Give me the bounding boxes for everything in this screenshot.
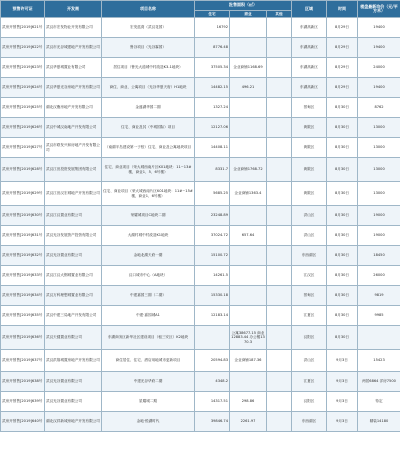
table-row — [1, 266, 400, 286]
cell-district: 汉阳区 — [292, 326, 327, 350]
cell-housing: 14482.15 — [195, 78, 230, 98]
cell-housing: 12127.06 — [195, 118, 230, 138]
cell-project: 商住、商业、公寓项目（光谷华夏天府）H1地块 — [102, 78, 195, 98]
cell-commercial — [230, 246, 267, 266]
cell-date: 8月30日 — [327, 286, 358, 306]
header-permit: 预售许可证 — [1, 1, 45, 18]
cell-commercial: 657.64 — [230, 226, 267, 246]
table-row — [1, 286, 400, 306]
cell-other — [267, 78, 292, 98]
header-housing: 住宅 — [195, 11, 230, 18]
cell-district: 洪山区 — [292, 350, 327, 372]
cell-permit: 武房开预售[2019]630号 — [1, 206, 45, 226]
header-area-group: 批售面积（㎡） — [195, 1, 292, 11]
cell-other — [267, 392, 292, 412]
cell-district: 江汉区 — [292, 266, 327, 286]
cell-date: 8月30日 — [327, 226, 358, 246]
cell-developer: 武汉洪翔城置房地产开发有限公司 — [45, 350, 102, 372]
cell-other — [267, 118, 292, 138]
header-price: 楼盘最新均价（元/平方米） — [358, 1, 400, 18]
cell-other — [267, 266, 292, 286]
cell-date: 8月30日 — [327, 306, 358, 326]
cell-price: 24000 — [358, 58, 400, 78]
cell-price: 19400 — [358, 78, 400, 98]
cell-housing: 37505.34 — [195, 58, 230, 78]
table-row — [1, 412, 400, 432]
cell-developer: 湖北汉祥新城房地产开发有限公司 — [45, 412, 102, 432]
cell-commercial: 企业商铺1363.4 — [230, 182, 267, 206]
cell-commercial: 企业商铺1768.72 — [230, 158, 267, 182]
cell-developer: 武汉光谷置业有限公司 — [45, 372, 102, 392]
cell-price: 13000 — [358, 138, 400, 158]
cell-other — [267, 58, 292, 78]
table-row — [1, 158, 400, 182]
cell-project: 住宅、商业及其（中城国际）项目 — [102, 118, 195, 138]
cell-date: 8月29日 — [327, 58, 358, 78]
cell-other — [267, 372, 292, 392]
cell-housing: 37024.72 — [195, 226, 230, 246]
cell-other — [267, 350, 292, 372]
cell-date: 8月30日 — [327, 118, 358, 138]
table-row — [1, 38, 400, 58]
cell-price: 13000 — [358, 118, 400, 138]
table-row — [1, 18, 400, 38]
cell-permit: 武房开预售[2019]638号 — [1, 372, 45, 392]
cell-commercial — [230, 38, 267, 58]
cell-commercial — [230, 18, 267, 38]
cell-district: 汉阳区 — [292, 392, 327, 412]
cell-permit: 武房开预售[2019]624号 — [1, 78, 45, 98]
header-developer: 开发商 — [45, 1, 102, 18]
cell-developer: 武汉市宏发物业开发有限公司 — [45, 18, 102, 38]
cell-price: 19000 — [358, 226, 400, 246]
cell-developer: 武汉江汉置业有限公司 — [45, 206, 102, 226]
cell-date: 8月29日 — [327, 18, 358, 38]
cell-district: 东西湖区 — [292, 246, 327, 266]
cell-housing: 15330.18 — [195, 286, 230, 306]
cell-price: 26000 — [358, 266, 400, 286]
cell-price: 两居6864 洋房7500 — [358, 372, 400, 392]
cell-developer: 武汉光谷置业有限公司 — [45, 246, 102, 266]
cell-developer: 武汉江田投资发展集团有限公司 — [45, 158, 102, 182]
cell-other — [267, 306, 292, 326]
cell-district: 江夏区 — [292, 372, 327, 392]
cell-district: 蔡甸区 — [292, 286, 327, 306]
cell-developer: 武汉华夏光谷房地产开发有限公司 — [45, 78, 102, 98]
cell-date: 8月30日 — [327, 326, 358, 350]
table-row — [1, 78, 400, 98]
cell-project: 中建·嘉园城A1 — [102, 306, 195, 326]
cell-commercial: 企业商铺187.36 — [230, 350, 267, 372]
cell-district: 洪山区 — [292, 226, 327, 246]
cell-commercial: 公寓38677.15 商业12883.44 办公楼1370.3 — [230, 326, 267, 350]
cell-date: 8月30日 — [327, 138, 358, 158]
cell-housing: 12183.14 — [195, 306, 230, 326]
cell-commercial — [230, 266, 267, 286]
cell-permit: 武房开预售[2019]626号 — [1, 118, 45, 138]
table-header-row — [1, 1, 400, 11]
cell-other — [267, 38, 292, 58]
cell-permit: 武房开预售[2019]627号 — [1, 138, 45, 158]
cell-permit: 武房开预售[2019]637号 — [1, 350, 45, 372]
table-body — [1, 18, 400, 432]
table-row — [1, 392, 400, 412]
table-row — [1, 372, 400, 392]
cell-date: 8月30日 — [327, 158, 358, 182]
cell-price: 13000 — [358, 158, 400, 182]
cell-other — [267, 286, 292, 306]
cell-district: 洪山区 — [292, 206, 327, 226]
cell-developer: 武汉光谷置业有限公司 — [45, 392, 102, 412]
cell-housing: 14408.11 — [195, 138, 230, 158]
cell-district: 东湖高新区 — [292, 78, 327, 98]
cell-date: 8月30日 — [327, 246, 358, 266]
cell-other — [267, 98, 292, 118]
table-row — [1, 98, 400, 118]
cell-project: 金地·悦湖时代 — [102, 412, 195, 432]
cell-housing: 39846.74 — [195, 412, 230, 432]
table-row — [1, 306, 400, 326]
cell-project: 中建光谷华府二期 — [102, 372, 195, 392]
table-row — [1, 58, 400, 78]
cell-commercial — [230, 306, 267, 326]
cell-project: 住宅、商业项目（荣大城西南片区K01地块：11~13#楼，商业1、5、6号楼） — [102, 158, 195, 182]
header-date: 时间 — [327, 1, 358, 18]
cell-permit: 武房开预售[2019]636号 — [1, 326, 45, 350]
cell-price: 待定 — [358, 392, 400, 412]
cell-commercial — [230, 286, 267, 306]
cell-commercial: 496.21 — [230, 78, 267, 98]
cell-price: 19400 — [358, 38, 400, 58]
cell-district: 黄陂区 — [292, 182, 327, 206]
cell-date: 9月3日 — [327, 392, 358, 412]
cell-other — [267, 138, 292, 158]
cell-permit: 武房开预售[2019]623号 — [1, 58, 45, 78]
cell-housing: 4348.2 — [195, 372, 230, 392]
cell-district: 东湖高新区 — [292, 18, 327, 38]
cell-date: 8月30日 — [327, 182, 358, 206]
cell-district: 江夏区 — [292, 306, 327, 326]
cell-project: 星耀城二期 — [102, 392, 195, 412]
cell-district: 黄陂区 — [292, 158, 327, 182]
cell-developer: 武汉万科理想城置业有限公司 — [45, 286, 102, 306]
cell-commercial: 企业商铺1168.69 — [230, 58, 267, 78]
cell-permit: 武房开预售[2019]639号 — [1, 392, 45, 412]
cell-district: 黄陂区 — [292, 138, 327, 158]
cell-price: 9985 — [358, 306, 400, 326]
table-row — [1, 182, 400, 206]
cell-project: 金地北湖天府一期 — [102, 246, 195, 266]
cell-housing: 15100.72 — [195, 246, 230, 266]
cell-date: 9月3日 — [327, 372, 358, 392]
cell-district: 东湖高新区 — [292, 58, 327, 78]
cell-housing: 16792 — [195, 18, 230, 38]
cell-other — [267, 158, 292, 182]
table-row — [1, 226, 400, 246]
cell-housing: 23248.89 — [195, 206, 230, 226]
cell-developer: 武汉中城汉南地产开发有限公司 — [45, 118, 102, 138]
cell-price: 19000 — [358, 206, 400, 226]
cell-permit: 武房开预售[2019]628号 — [1, 158, 45, 182]
table-row — [1, 118, 400, 138]
header-district: 区域 — [292, 1, 327, 18]
cell-developer: 武汉中建三局地产开发有限公司 — [45, 306, 102, 326]
cell-price: 19400 — [358, 18, 400, 38]
cell-commercial — [230, 98, 267, 118]
cell-price: 8762 — [358, 98, 400, 118]
cell-date: 8月30日 — [327, 206, 358, 226]
header-other: 其他 — [267, 11, 292, 18]
cell-project: 商住居住、住宅、酒店用地城市更新项目 — [102, 350, 195, 372]
cell-permit: 武房开预售[2019]629号 — [1, 182, 45, 206]
cell-commercial — [230, 138, 267, 158]
table-row — [1, 326, 400, 350]
cell-developer: 武汉市光谷城建地产开发有限公司 — [45, 38, 102, 58]
cell-developer: 武汉市联发兴和房地产开发有限公司 — [45, 138, 102, 158]
cell-developer: 武汉天健置业有限公司 — [45, 326, 102, 350]
cell-project: （南湖半岛建设第一子校）住宅、商业及公寓地块项目 — [102, 138, 195, 158]
cell-price: 15423 — [358, 350, 400, 372]
cell-permit: 武房开预售[2019]621号 — [1, 18, 45, 38]
cell-project: 荣耀城项目C地块二期 — [102, 206, 195, 226]
cell-housing: 1327.24 — [195, 98, 230, 118]
cell-district: 蔡甸区 — [292, 98, 327, 118]
cell-date: 8月29日 — [327, 78, 358, 98]
cell-other — [267, 326, 292, 350]
cell-price: 18450 — [358, 246, 400, 266]
cell-permit: 武房开预售[2019]640号 — [1, 412, 45, 432]
cell-permit: 武房开预售[2019]632号 — [1, 246, 45, 266]
cell-price: 13000 — [358, 182, 400, 206]
cell-project: 金盛湖华园二期 — [102, 98, 195, 118]
cell-district: 东湖高新区 — [292, 38, 327, 58]
cell-project: 宏发蓝湾（武汉花园） — [102, 18, 195, 38]
table-row — [1, 206, 400, 226]
cell-district: 黄陂区 — [292, 118, 327, 138]
cell-date: 9月3日 — [327, 412, 358, 432]
cell-housing — [195, 326, 230, 350]
cell-other — [267, 226, 292, 246]
cell-price — [358, 326, 400, 350]
cell-permit: 武房开预售[2019]634号 — [1, 286, 45, 306]
cell-permit: 武房开预售[2019]622号 — [1, 38, 45, 58]
cell-commercial: 298.86 — [230, 392, 267, 412]
cell-commercial: 2261.97 — [230, 412, 267, 432]
header-project: 项目名称 — [102, 1, 195, 18]
cell-date: 8月30日 — [327, 266, 358, 286]
cell-date: 8月29日 — [327, 38, 358, 58]
cell-district: 东西湖区 — [292, 412, 327, 432]
cell-other — [267, 18, 292, 38]
cell-housing: 8331.7 — [195, 158, 230, 182]
cell-permit: 武房开预售[2019]631号 — [1, 226, 45, 246]
cell-housing: 8776.48 — [195, 38, 230, 58]
cell-price: 9819 — [358, 286, 400, 306]
cell-developer: 武汉江汉大钢城置业有限公司 — [45, 266, 102, 286]
cell-date: 8月30日 — [327, 98, 358, 118]
cell-developer: 湖北汉衡房地产开发有限公司 — [45, 98, 102, 118]
cell-developer: 武汉光谷发展资产投资有限公司 — [45, 226, 102, 246]
cell-commercial — [230, 206, 267, 226]
cell-other — [267, 182, 292, 206]
cell-project: 汉口城市中心（A地块） — [102, 266, 195, 286]
cell-project: 住宅、商业项目（荣大城西南片区K01地块：11#~15#楼，商业1、6号楼） — [102, 182, 195, 206]
cell-commercial — [230, 372, 267, 392]
cell-housing: 5685.25 — [195, 182, 230, 206]
cell-permit: 武房开预售[2019]625号 — [1, 98, 45, 118]
cell-other — [267, 246, 292, 266]
cell-commercial — [230, 118, 267, 138]
cell-project: 东湖商务区新华社区建设项目（租三安区）K2地块 — [102, 326, 195, 350]
header-commercial: 商业 — [230, 11, 267, 18]
cell-developer: 武汉江田汉宏城地产开发有限公司 — [45, 182, 102, 206]
table-row — [1, 138, 400, 158]
cell-housing: 20594.83 — [195, 350, 230, 372]
cell-other — [267, 206, 292, 226]
cell-developer: 武汉华夏城置业有限公司 — [45, 58, 102, 78]
cell-project: 居住项目（鲁光大道城中村改造K3-1地块） — [102, 58, 195, 78]
table-row — [1, 246, 400, 266]
cell-date: 9月3日 — [327, 350, 358, 372]
cell-housing: 14317.51 — [195, 392, 230, 412]
cell-project: 大湖村城中村改造K1地块 — [102, 226, 195, 246]
cell-price: 精装14180 — [358, 412, 400, 432]
cell-project: 鲁谷项目（光谷霖园） — [102, 38, 195, 58]
cell-project: 中建嘉园三期（二期） — [102, 286, 195, 306]
cell-permit: 武房开预售[2019]635号 — [1, 306, 45, 326]
cell-housing: 14261.5 — [195, 266, 230, 286]
table-row — [1, 350, 400, 372]
cell-other — [267, 412, 292, 432]
cell-permit: 武房开预售[2019]633号 — [1, 266, 45, 286]
